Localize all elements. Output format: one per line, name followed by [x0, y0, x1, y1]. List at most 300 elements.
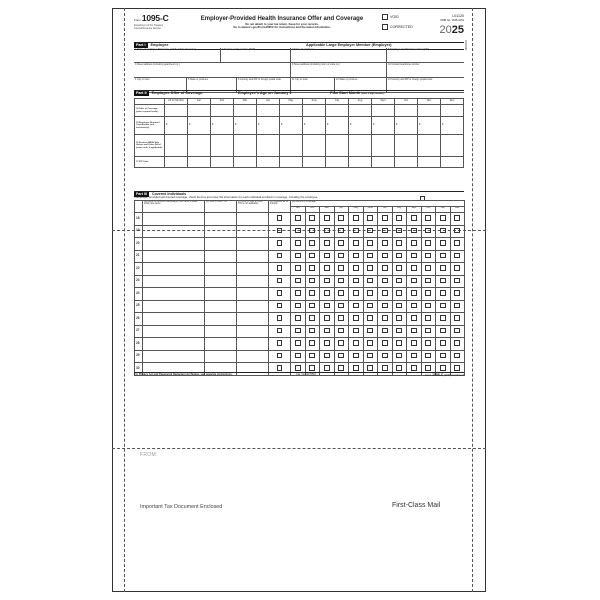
coverage-checkbox[interactable] — [353, 240, 359, 246]
coverage-checkbox[interactable] — [295, 303, 301, 309]
coverage-checkbox[interactable] — [440, 290, 446, 296]
dob-cell[interactable] — [237, 313, 269, 326]
line-17-cell[interactable] — [234, 157, 257, 168]
coverage-checkbox[interactable] — [338, 215, 344, 221]
coverage-checkbox[interactable] — [309, 315, 315, 321]
coverage-checkbox[interactable] — [411, 290, 417, 296]
coverage-checkbox[interactable] — [382, 278, 388, 284]
coverage-checkbox[interactable] — [425, 303, 431, 309]
employer-city-field[interactable]: 11 City or town — [290, 78, 334, 92]
coverage-checkbox[interactable] — [425, 228, 431, 234]
line-14-cell[interactable] — [280, 105, 303, 117]
coverage-checkbox[interactable] — [454, 365, 460, 371]
coverage-checkbox[interactable] — [425, 290, 431, 296]
month-cell — [349, 325, 364, 338]
coverage-checkbox[interactable] — [324, 328, 330, 334]
coverage-checkbox[interactable] — [367, 265, 373, 271]
coverage-checkbox[interactable] — [309, 228, 315, 234]
coverage-checkbox[interactable] — [309, 253, 315, 259]
name-cell[interactable] — [143, 250, 205, 263]
coverage-checkbox[interactable] — [295, 315, 301, 321]
line-15-cell[interactable]: $ — [280, 117, 303, 135]
name-cell[interactable] — [143, 313, 205, 326]
coverage-checkbox[interactable] — [367, 365, 373, 371]
coverage-checkbox[interactable] — [411, 253, 417, 259]
coverage-checkbox[interactable] — [277, 290, 283, 296]
form-status-block — [382, 14, 464, 36]
line-15-cell[interactable]: $ — [211, 117, 234, 135]
coverage-checkbox[interactable] — [353, 315, 359, 321]
coverage-checkbox[interactable] — [411, 228, 417, 234]
coverage-checkbox[interactable] — [353, 328, 359, 334]
line-17-cell[interactable] — [211, 157, 234, 168]
coverage-checkbox[interactable] — [411, 340, 417, 346]
line-16-cell[interactable] — [257, 135, 280, 157]
employer-phone-field[interactable]: 10 Contact telephone number — [386, 63, 464, 77]
tin-cell[interactable] — [205, 313, 237, 326]
coverage-checkbox[interactable] — [353, 278, 359, 284]
coverage-checkbox[interactable] — [396, 278, 402, 284]
coverage-checkbox[interactable] — [324, 365, 330, 371]
tin-cell[interactable] — [205, 263, 237, 276]
coverage-checkbox[interactable] — [396, 353, 402, 359]
line-15-cell[interactable]: $ — [303, 117, 326, 135]
coverage-checkbox[interactable] — [425, 328, 431, 334]
coverage-checkbox[interactable] — [353, 253, 359, 259]
dob-cell[interactable] — [237, 238, 269, 251]
covered-individuals-table — [134, 200, 465, 376]
line-16-cell[interactable] — [234, 135, 257, 157]
coverage-checkbox[interactable] — [338, 228, 344, 234]
coverage-checkbox[interactable] — [295, 228, 301, 234]
coverage-checkbox[interactable] — [309, 215, 315, 221]
line-14-cell[interactable] — [395, 105, 418, 117]
coverage-checkbox[interactable] — [425, 278, 431, 284]
coverage-checkbox[interactable] — [277, 303, 283, 309]
dob-cell[interactable] — [237, 263, 269, 276]
dob-cell[interactable] — [237, 275, 269, 288]
employee-ssn-field[interactable]: 2 Social security number (SSN) — [220, 48, 290, 62]
line-16-cell[interactable] — [441, 135, 464, 157]
coverage-checkbox[interactable] — [454, 278, 460, 284]
coverage-checkbox[interactable] — [425, 265, 431, 271]
name-cell[interactable] — [143, 288, 205, 301]
row-number: 20 — [135, 238, 143, 251]
coverage-checkbox[interactable] — [353, 340, 359, 346]
coverage-checkbox[interactable] — [324, 303, 330, 309]
coverage-checkbox[interactable] — [411, 315, 417, 321]
name-cell[interactable] — [143, 338, 205, 351]
coverage-checkbox[interactable] — [309, 365, 315, 371]
line-14-cell[interactable] — [188, 105, 211, 117]
employee-street-field[interactable]: 3 Street address (including apartment no.) — [135, 62, 180, 66]
coverage-checkbox[interactable] — [353, 265, 359, 271]
line-14-cell[interactable] — [349, 105, 372, 117]
coverage-checkbox[interactable] — [338, 315, 344, 321]
coverage-checkbox[interactable] — [338, 328, 344, 334]
line-16-cell[interactable] — [395, 135, 418, 157]
coverage-checkbox[interactable] — [382, 365, 388, 371]
coverage-checkbox[interactable] — [454, 340, 460, 346]
dob-cell[interactable] — [237, 338, 269, 351]
all-12-months-cell — [269, 325, 291, 338]
coverage-checkbox[interactable] — [295, 265, 301, 271]
month-cell — [392, 275, 407, 288]
coverage-checkbox[interactable] — [440, 253, 446, 259]
coverage-checkbox[interactable] — [277, 265, 283, 271]
coverage-checkbox[interactable] — [396, 340, 402, 346]
coverage-checkbox[interactable] — [382, 240, 388, 246]
coverage-checkbox[interactable] — [324, 278, 330, 284]
coverage-checkbox[interactable] — [277, 215, 283, 221]
month-cell — [305, 250, 320, 263]
line-17-cell[interactable] — [441, 157, 464, 168]
name-cell[interactable] — [143, 350, 205, 363]
line-14-cell[interactable] — [303, 105, 326, 117]
employee-zip-field[interactable]: 6 Country and ZIP or foreign postal code — [236, 78, 290, 92]
coverage-checkbox[interactable] — [382, 303, 388, 309]
line-15-cell[interactable]: $ — [441, 117, 464, 135]
coverage-checkbox[interactable] — [396, 253, 402, 259]
coverage-checkbox[interactable] — [382, 228, 388, 234]
row-number: 29 — [135, 350, 143, 363]
coverage-checkbox[interactable] — [367, 215, 373, 221]
coverage-checkbox[interactable] — [454, 303, 460, 309]
coverage-checkbox[interactable] — [411, 328, 417, 334]
month-cell — [421, 325, 436, 338]
coverage-checkbox[interactable] — [367, 253, 373, 259]
line-16-cell[interactable] — [372, 135, 395, 157]
row-number: 24 — [135, 288, 143, 301]
coverage-checkbox[interactable] — [277, 353, 283, 359]
month-cell — [320, 250, 335, 263]
coverage-checkbox[interactable] — [367, 303, 373, 309]
coverage-checkbox[interactable] — [367, 340, 373, 346]
coverage-checkbox[interactable] — [324, 240, 330, 246]
coverage-checkbox[interactable] — [454, 215, 460, 221]
coverage-checkbox[interactable] — [353, 365, 359, 371]
coverage-checkbox[interactable] — [396, 228, 402, 234]
dob-cell[interactable] — [237, 250, 269, 263]
coverage-checkbox[interactable] — [309, 265, 315, 271]
coverage-checkbox[interactable] — [353, 228, 359, 234]
tin-cell[interactable] — [205, 350, 237, 363]
name-cell[interactable] — [143, 300, 205, 313]
employer-state-field[interactable]: 12 State or province — [334, 78, 386, 92]
coverage-checkbox[interactable] — [309, 353, 315, 359]
coverage-checkbox[interactable] — [277, 365, 283, 371]
coverage-checkbox[interactable] — [440, 353, 446, 359]
tin-cell[interactable] — [205, 238, 237, 251]
month-cell — [320, 350, 335, 363]
employer-ein-field[interactable]: 8 Employer identification number (EIN) — [386, 48, 464, 62]
coverage-checkbox[interactable] — [396, 328, 402, 334]
tin-cell[interactable] — [205, 325, 237, 338]
employer-zip-field[interactable]: 13 Country and ZIP or foreign postal code — [386, 78, 464, 92]
tin-cell[interactable] — [205, 300, 237, 313]
coverage-checkbox[interactable] — [411, 265, 417, 271]
coverage-checkbox[interactable] — [396, 290, 402, 296]
month-cell — [450, 238, 465, 251]
employee-state-field[interactable]: 5 State or province — [186, 78, 236, 92]
coverage-checkbox[interactable] — [411, 240, 417, 246]
corrected-option[interactable]: CORRECTED — [382, 24, 413, 30]
coverage-checkbox[interactable] — [425, 340, 431, 346]
coverage-checkbox[interactable] — [338, 303, 344, 309]
line-17-cell[interactable] — [165, 157, 188, 168]
line-16-cell[interactable] — [349, 135, 372, 157]
coverage-checkbox[interactable] — [382, 315, 388, 321]
coverage-checkbox[interactable] — [411, 365, 417, 371]
dob-cell[interactable] — [237, 213, 269, 226]
name-cell[interactable] — [143, 225, 205, 238]
coverage-checkbox[interactable] — [396, 215, 402, 221]
coverage-checkbox[interactable] — [295, 365, 301, 371]
month-cell — [320, 325, 335, 338]
coverage-checkbox[interactable] — [295, 240, 301, 246]
name-cell[interactable] — [143, 238, 205, 251]
coverage-checkbox[interactable] — [309, 303, 315, 309]
line-17-cell[interactable] — [280, 157, 303, 168]
name-cell[interactable] — [143, 213, 205, 226]
line-14-cell[interactable] — [211, 105, 234, 117]
coverage-checkbox[interactable] — [396, 265, 402, 271]
coverage-checkbox[interactable] — [353, 290, 359, 296]
corrected-checkbox[interactable] — [382, 24, 388, 30]
tin-cell[interactable] — [205, 288, 237, 301]
line-14-cell[interactable] — [441, 105, 464, 117]
coverage-checkbox[interactable] — [440, 278, 446, 284]
line-14-cell[interactable] — [372, 105, 395, 117]
month-cell — [436, 263, 451, 276]
dob-cell[interactable] — [237, 288, 269, 301]
line-15-cell[interactable]: $ — [418, 117, 441, 135]
line-16-cell[interactable] — [280, 135, 303, 157]
coverage-checkbox[interactable] — [277, 315, 283, 321]
line-15-cell[interactable]: $ — [372, 117, 395, 135]
month-header: Feb — [305, 207, 320, 213]
coverage-checkbox[interactable] — [440, 240, 446, 246]
coverage-checkbox[interactable] — [425, 240, 431, 246]
line-17-cell[interactable] — [418, 157, 441, 168]
coverage-checkbox[interactable] — [411, 303, 417, 309]
month-cell — [378, 275, 393, 288]
void-option[interactable]: VOID — [382, 14, 399, 20]
line-17-cell[interactable] — [188, 157, 211, 168]
line-17-cell[interactable] — [395, 157, 418, 168]
coverage-checkbox[interactable] — [454, 315, 460, 321]
coverage-checkbox[interactable] — [295, 290, 301, 296]
coverage-checkbox[interactable] — [454, 265, 460, 271]
coverage-checkbox[interactable] — [440, 228, 446, 234]
coverage-checkbox[interactable] — [295, 278, 301, 284]
line-16-cell[interactable] — [418, 135, 441, 157]
coverage-checkbox[interactable] — [338, 290, 344, 296]
part2-header: Part II Employee Offer of Coverage Employee's Age on January 1 Plan Start Month (enter 2-digit number): — [134, 90, 464, 99]
coverage-checkbox[interactable] — [425, 315, 431, 321]
line-17-cell[interactable] — [257, 157, 280, 168]
coverage-checkbox[interactable] — [440, 365, 446, 371]
coverage-checkbox[interactable] — [324, 215, 330, 221]
line-16-cell[interactable] — [326, 135, 349, 157]
line-16-cell[interactable] — [165, 135, 188, 157]
coverage-checkbox[interactable] — [411, 215, 417, 221]
coverage-checkbox[interactable] — [425, 353, 431, 359]
coverage-checkbox[interactable] — [338, 278, 344, 284]
coverage-checkbox[interactable] — [277, 228, 283, 234]
employee-city-field[interactable]: 4 City or town — [135, 77, 150, 81]
coverage-checkbox[interactable] — [396, 240, 402, 246]
line-14-cell[interactable] — [257, 105, 280, 117]
coverage-checkbox[interactable] — [295, 340, 301, 346]
dob-cell[interactable] — [237, 225, 269, 238]
coverage-checkbox[interactable] — [338, 353, 344, 359]
void-checkbox[interactable] — [382, 14, 388, 20]
coverage-checkbox[interactable] — [382, 353, 388, 359]
coverage-checkbox[interactable] — [411, 353, 417, 359]
line-16-cell[interactable] — [188, 135, 211, 157]
coverage-checkbox[interactable] — [353, 353, 359, 359]
month-cell — [349, 225, 364, 238]
coverage-checkbox[interactable] — [454, 240, 460, 246]
coverage-checkbox[interactable] — [295, 215, 301, 221]
dob-cell[interactable] — [237, 300, 269, 313]
tin-cell[interactable] — [205, 225, 237, 238]
tin-cell[interactable] — [205, 250, 237, 263]
coverage-checkbox[interactable] — [277, 278, 283, 284]
tin-cell[interactable] — [205, 338, 237, 351]
coverage-checkbox[interactable] — [324, 290, 330, 296]
coverage-checkbox[interactable] — [367, 353, 373, 359]
coverage-checkbox[interactable] — [277, 253, 283, 259]
coverage-checkbox[interactable] — [367, 240, 373, 246]
coverage-checkbox[interactable] — [454, 253, 460, 259]
coverage-checkbox[interactable] — [411, 278, 417, 284]
coverage-checkbox[interactable] — [367, 290, 373, 296]
dob-cell[interactable] — [237, 325, 269, 338]
coverage-checkbox[interactable] — [324, 315, 330, 321]
coverage-checkbox[interactable] — [338, 265, 344, 271]
tin-cell[interactable] — [205, 213, 237, 226]
coverage-checkbox[interactable] — [396, 365, 402, 371]
line-16-cell[interactable] — [211, 135, 234, 157]
coverage-checkbox[interactable] — [277, 240, 283, 246]
coverage-checkbox[interactable] — [353, 303, 359, 309]
coverage-checkbox[interactable] — [425, 365, 431, 371]
coverage-checkbox[interactable] — [425, 215, 431, 221]
coverage-checkbox[interactable] — [309, 340, 315, 346]
coverage-checkbox[interactable] — [382, 215, 388, 221]
coverage-checkbox[interactable] — [277, 328, 283, 334]
coverage-checkbox[interactable] — [382, 265, 388, 271]
coverage-checkbox[interactable] — [277, 340, 283, 346]
coverage-checkbox[interactable] — [382, 340, 388, 346]
line-17-cell[interactable] — [372, 157, 395, 168]
coverage-checkbox[interactable] — [295, 253, 301, 259]
line-15-cell[interactable]: $ — [395, 117, 418, 135]
coverage-checkbox[interactable] — [309, 240, 315, 246]
coverage-checkbox[interactable] — [454, 228, 460, 234]
line-17-cell[interactable] — [349, 157, 372, 168]
coverage-checkbox[interactable] — [440, 340, 446, 346]
coverage-checkbox[interactable] — [353, 215, 359, 221]
line-15-cell[interactable]: $ — [257, 117, 280, 135]
coverage-checkbox[interactable] — [338, 240, 344, 246]
coverage-checkbox[interactable] — [338, 365, 344, 371]
coverage-checkbox[interactable] — [295, 328, 301, 334]
line-17-cell[interactable] — [326, 157, 349, 168]
coverage-checkbox[interactable] — [440, 328, 446, 334]
coverage-checkbox[interactable] — [440, 265, 446, 271]
line-14-cell[interactable] — [418, 105, 441, 117]
coverage-checkbox[interactable] — [382, 290, 388, 296]
name-cell[interactable] — [143, 275, 205, 288]
coverage-checkbox[interactable] — [382, 328, 388, 334]
month-cell — [305, 275, 320, 288]
line-15-cell[interactable]: $ — [234, 117, 257, 135]
line-15-cell[interactable]: $ — [188, 117, 211, 135]
coverage-checkbox[interactable] — [440, 303, 446, 309]
coverage-checkbox[interactable] — [440, 215, 446, 221]
coverage-checkbox[interactable] — [324, 353, 330, 359]
coverage-checkbox[interactable] — [396, 303, 402, 309]
omb-number: OMB No. 1545-2251 — [440, 19, 464, 22]
coverage-checkbox[interactable] — [338, 253, 344, 259]
employer-name-field[interactable]: 7 Name of employer — [290, 48, 386, 62]
line-14-cell[interactable] — [326, 105, 349, 117]
month-cell — [334, 338, 349, 351]
coverage-checkbox[interactable] — [324, 228, 330, 234]
month-cell — [436, 300, 451, 313]
month-cell — [291, 275, 306, 288]
coverage-checkbox[interactable] — [324, 340, 330, 346]
coverage-checkbox[interactable] — [367, 315, 373, 321]
coverage-checkbox[interactable] — [454, 328, 460, 334]
coverage-checkbox[interactable] — [309, 328, 315, 334]
line-17-cell[interactable] — [303, 157, 326, 168]
coverage-checkbox[interactable] — [454, 353, 460, 359]
dob-cell[interactable] — [237, 350, 269, 363]
coverage-checkbox[interactable] — [425, 253, 431, 259]
all-12-months-cell — [269, 313, 291, 326]
line-14-cell[interactable] — [165, 105, 188, 117]
line-14-cell[interactable] — [234, 105, 257, 117]
coverage-checkbox[interactable] — [309, 278, 315, 284]
employee-name-field[interactable]: 1 Name of employee (first name, middle initial, last name) — [135, 47, 196, 51]
tin-cell[interactable] — [205, 275, 237, 288]
coverage-checkbox[interactable] — [324, 265, 330, 271]
name-cell[interactable] — [143, 263, 205, 276]
employer-street-field[interactable]: 9 Street address (including room or suite no.) — [290, 63, 386, 77]
coverage-checkbox[interactable] — [440, 315, 446, 321]
line-16-cell[interactable] — [303, 135, 326, 157]
line-15-cell[interactable]: $ — [326, 117, 349, 135]
coverage-checkbox[interactable] — [367, 228, 373, 234]
coverage-checkbox[interactable] — [324, 253, 330, 259]
coverage-checkbox[interactable] — [309, 290, 315, 296]
month-header: Jan — [291, 207, 306, 213]
coverage-checkbox[interactable] — [382, 253, 388, 259]
line-15-cell[interactable]: $ — [349, 117, 372, 135]
coverage-checkbox[interactable] — [454, 290, 460, 296]
line-15-cell[interactable]: $ — [165, 117, 188, 135]
coverage-checkbox[interactable] — [396, 315, 402, 321]
coverage-checkbox[interactable] — [295, 353, 301, 359]
coverage-checkbox[interactable] — [367, 328, 373, 334]
coverage-checkbox[interactable] — [338, 340, 344, 346]
coverage-checkbox[interactable] — [367, 278, 373, 284]
name-cell[interactable] — [143, 325, 205, 338]
